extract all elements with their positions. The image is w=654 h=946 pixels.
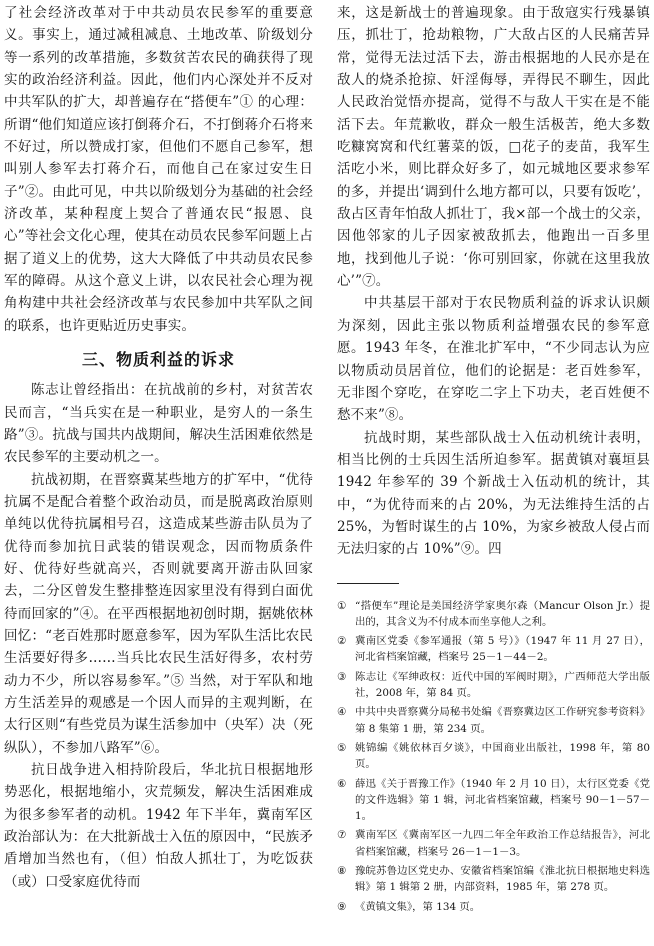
- footnote: [337, 598, 650, 631]
- footnote-divider: [337, 583, 399, 584]
- footnote-text: 中共中央晋察冀分局秘书处编《晋察冀边区工作研究参考资料》第 8 集第 1 册，第 234 页。: [355, 706, 650, 735]
- footnote: [337, 633, 650, 666]
- footnote-number: ⑥: [337, 777, 347, 790]
- footnote: [337, 863, 650, 896]
- footnote-text: 陈志让《军绅政权：近代中国的军阀时期》，广西师范大学出版社，2008 年，第 84 页。: [355, 670, 650, 700]
- footnotes: [337, 598, 650, 915]
- footnote-number: ③: [337, 670, 347, 683]
- section-heading: 三、物质利益的诉求: [81, 350, 235, 370]
- footnote-number: ②: [337, 635, 347, 648]
- footnote-number: ①: [337, 599, 347, 612]
- footnote-number: ④: [337, 706, 347, 719]
- body-paragraph: 抗战初期，在晋察冀某些地方的扩军中，“优待抗属不是配合着整个政治动员，而是脱离政治原则单纯以优待抗属相号召，这造成某些游击队员为了优待而参加抗日武装的错误观念，因而物质条件好、优待好些就高兴，否则就要离开游击队回家去，二分区曾发生整排整连因家里没有得到白面优待而回家的”④。在平西根据地初创时期，据姚依林回忆：“老百姓那时愿意参军，因为军队生活比农民生活要好得多……当兵比农民生活好得多，农村劳动力不少，所以容易参军。”⑤ 当然，对于军队和地方生活差异的观感是一个因人而异的主观判断，在太行区则“有些党员为谋生活参加中（央军）决（死纵队），不参加八路军”⑥。: [4, 471, 313, 756]
- footnote-number: ⑤: [337, 741, 347, 754]
- footnote-text: 豫皖苏鲁边区党史办、安徽省档案馆编《淮北抗日根据地史料选辑》第 1 辑第 2 册，内部资料，1985 年，第 278 页。: [355, 865, 650, 894]
- body-paragraph: 抗日战争进入相持阶段后，华北抗日根据地形势恶化，根据地缩小，灾荒频发，解决生活困难成为很多参军者的动机。1942 年下半年，冀南军区政治部认为：在大批新战士入伍的原因中，“民族矛盾增加当然也有，（但）怕敌人抓壮丁，为吃饭获（或）口受家庭优待而: [4, 762, 313, 890]
- footnote-number: ⑦: [337, 829, 347, 842]
- body-paragraph: 抗战时期，某些部队战士入伍动机统计表明，相当比例的士兵因生活所迫参军。据黄镇对襄垣县 1942 年参军的 39 个新战士入伍动机的统计，其中，“为优待而来的占 20%，为无法维持生活的占 25%，为暂时谋生的占 10%，为家乡被敌人侵占而无法归家的占 10%”⑨。四: [337, 429, 650, 558]
- footnote: [337, 827, 650, 860]
- footnote: [337, 704, 650, 737]
- left-column: [4, 2, 313, 893]
- footnote: [337, 740, 650, 773]
- body-paragraph: 陈志让曾经指出：在抗战前的乡村，对贫苦农民而言，“当兵实在是一种职业，是穷人的一条生路”③。抗战与国共内战期间，解决生活困难依然是农民参军的主要动机之一。: [4, 382, 313, 466]
- footnote-text: 《黄镇文集》，第 134 页。: [355, 900, 481, 913]
- body-paragraph: 来，这是新战士的普遍现象。由于敌寇实行残暴镇压，抓壮丁，抢劫粮物，广大敌占区的人民痛苦异常，觉得无法过活下去，游击根据地的人民亦是在敌人的烧杀抢掠、奸淫侮辱，弄得民不聊生，因此人民政治觉悟亦提高，觉得不与敌人干实在是不能活下去。年荒歉收，群众一般生活极苦，绝大多数吃糠窝窝和代红薯菜的饭，□花子的麦苗，我军生活吃小米，则比群众好多了，如元城地区要求参军的多，并提出‘调到什么地方都可以，只要有饭吃’，敌占区青年怕敌人抓壮丁，我×部一个战士的父亲，因他邻家的儿子因家被敌抓去，他跑出一百多里地，找到他儿子说：‘你可别回家，你就在这里我放心’”⑦。: [337, 5, 650, 290]
- body-paragraph: 中共基层干部对于农民物质利益的诉求认识颇为深刻，因此主张以物质利益增强农民的参军意愿。1943 年冬，在淮北扩军中，“不少同志认为应以物质动员居首位，他们的论据是：老百姓参军，无非图个穿吃，在穿吃二字上下功夫，老百姓便不愁不来”⑧。: [337, 295, 650, 424]
- footnote-number: ⑧: [337, 865, 347, 878]
- footnote: [337, 899, 650, 915]
- footnote-text: 姚锦编《姚依林百夕谈》，中国商业出版社，1998 年，第 80 页。: [355, 741, 650, 771]
- footnote-number: ⑨: [337, 900, 347, 913]
- footnote-text: 冀南军区《冀南军区一九四二年全年政治工作总结报告》，河北省档案馆藏，档案号 26－1－1－3。: [355, 829, 650, 858]
- footnote-text: “搭便车”理论是美国经济学家奥尔森（Mancur Olson Jr.）提出的，其含义为不付成本而坐享他人之利。: [355, 599, 650, 628]
- footnote-text: 冀南区党委《参军通报（第 5 号）》（1947 年 11 月 27 日），河北省档案馆藏，档案号 25－1－44－2。: [355, 635, 650, 664]
- footnote: [337, 776, 650, 825]
- body-paragraph: 了社会经济改革对于中共动员农民参军的重要意义。事实上，通过减租减息、土地改革、阶级划分等一系列的改革措施，多数贫苦农民的确获得了现实的政治经济利益。因此，他们内心深处并不反对中共军队的扩大，却普遍存在“搭便车”① 的心理：所谓“他们知道应该打倒蒋介石，不打倒蒋介石将来不好过，所以赞成打家，但他们不愿自己参军，想叫别人参军去打蒋介石，而他自己在家过安生日子”②。由此可见，中共以阶级划分为基础的社会经济改革，某种程度上契合了普通农民“报恩、良心”等社会文化心理，使其在动员农民参军问题上占据了道义上的优势，这大大降低了中共动员农民参军的障碍。从这个意义上讲，以农民社会心理为视角构建中共社会经济改革与农民参加中共军队之间的联系，也许更贴近历史事实。: [4, 5, 313, 334]
- footnote-text: 薛迅《关于晋豫工作》（1940 年 2 月 10 日），太行区党委《党的文件选辑》第 1 辑，河北省档案馆藏，档案号 90－1－57－1。: [355, 777, 650, 823]
- footnote: [337, 669, 650, 702]
- right-column: [337, 2, 650, 918]
